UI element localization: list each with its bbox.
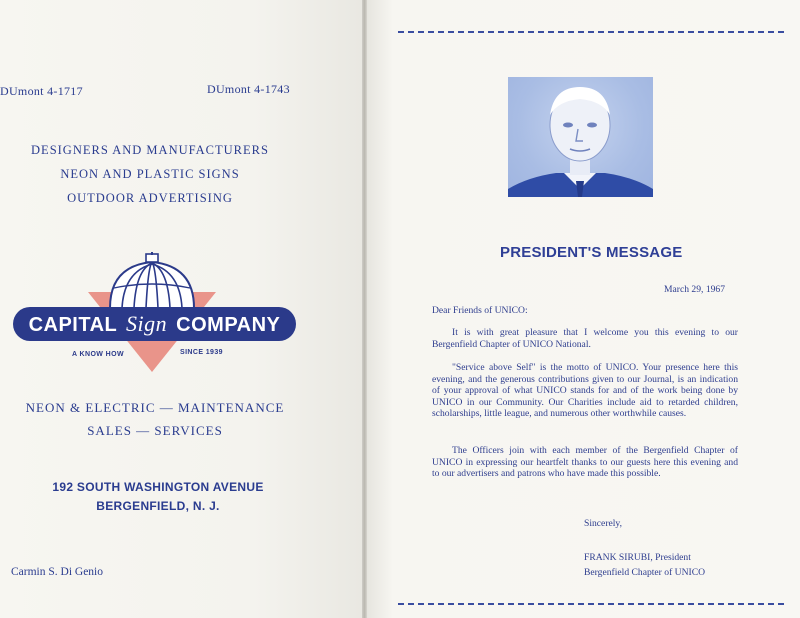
phone-number-right: DUmont 4-1743 <box>207 82 290 96</box>
signer-title: Bergenfield Chapter of UNICO <box>584 567 706 578</box>
address-block <box>0 478 316 516</box>
letter-paragraph <box>432 327 738 350</box>
services-top-line: DESIGNERS AND MANUFACTURERS <box>31 143 269 157</box>
portrait-image <box>508 77 653 197</box>
bottom-dashed-rule <box>398 603 784 605</box>
logo-tag-right: SINCE 1939 <box>180 349 223 356</box>
logo-word-company: COMPANY <box>176 314 281 336</box>
letter-paragraph-text: The Officers join with each member of the Bergenfield Chapter of UNICO in expressing our heartfelt thanks to our guests here this evening and to our advertisers and patrons who have made this possible. <box>432 445 738 479</box>
services-mid-line: SALES — SERVICES <box>87 423 223 438</box>
letter-salutation: Dear Friends of UNICO: <box>432 305 528 316</box>
dome-icon <box>104 252 200 310</box>
letter-paragraph <box>432 362 738 420</box>
top-dashed-rule <box>398 31 784 33</box>
president-portrait <box>508 77 653 197</box>
letter-paragraph <box>432 445 738 480</box>
logo-tag-left: A KNOW HOW <box>72 351 124 358</box>
page-title: PRESIDENT'S MESSAGE <box>500 244 683 261</box>
logo-word-sign: Sign <box>125 311 168 336</box>
phone-number-left: DUmont 4-1717 <box>0 84 83 98</box>
owner-name: Carmin S. Di Genio <box>11 566 103 578</box>
address-street: 192 SOUTH WASHINGTON AVENUE <box>52 480 264 494</box>
logo-banner <box>13 307 296 341</box>
services-top-line: OUTDOOR ADVERTISING <box>67 191 233 205</box>
signer-name: FRANK SIRUBI, President <box>584 552 691 563</box>
services-top-list <box>0 138 300 210</box>
letter-paragraph-text: "Service above Self" is the motto of UNICO. Your presence here this evening, and the generous contributions given to our Journal, is an indication of your approval of what UNICO stands for and of the work being done by UNICO in our Community. Our Charities include aid to retarded children, scholarships, little league, and numerous other worthwhile causes. <box>432 362 738 419</box>
services-mid-line: NEON & ELECTRIC — MAINTENANCE <box>25 400 285 415</box>
services-mid-list <box>0 396 310 442</box>
logo-word-capital: CAPITAL <box>28 314 117 336</box>
services-top-line: NEON AND PLASTIC SIGNS <box>60 167 240 181</box>
address-city: BERGENFIELD, N. J. <box>96 499 220 513</box>
letter-paragraph-text: It is with great pleasure that I welcome you this evening to our Bergenfield Chapter of UNICO National. <box>432 327 738 350</box>
letter-date: March 29, 1967 <box>664 284 726 295</box>
left-page-advertisement <box>0 0 362 618</box>
letter-closing: Sincerely, <box>584 518 623 529</box>
